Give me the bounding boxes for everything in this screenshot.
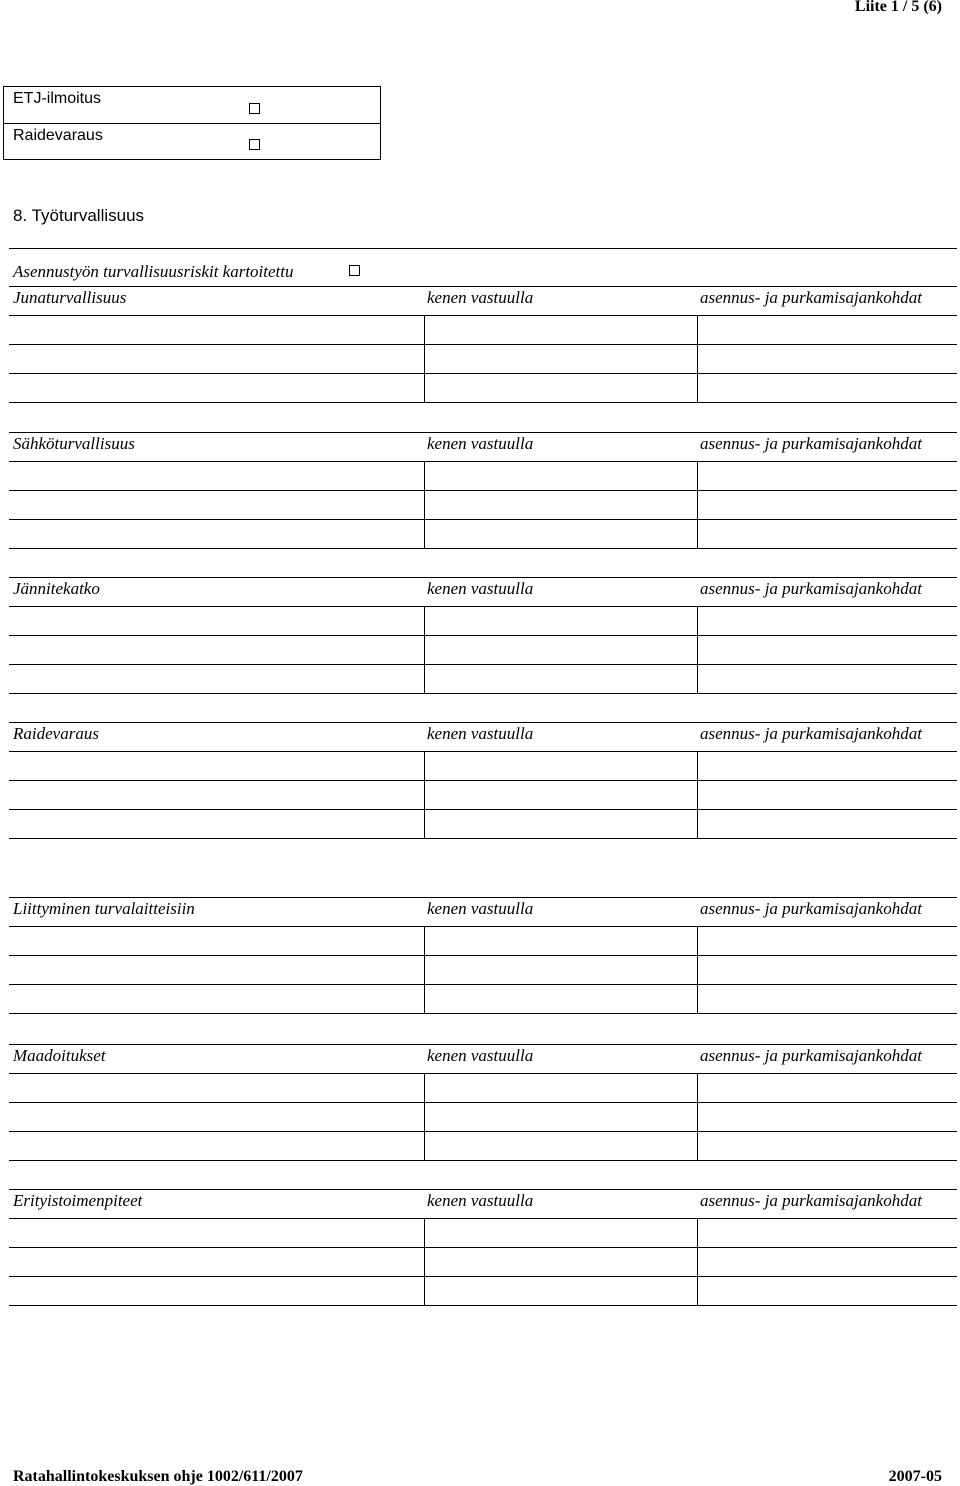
- etj-notification-row: [4, 87, 380, 124]
- responsible-column-header: kenen vastuulla: [427, 1046, 534, 1065]
- group-header-rule: [9, 897, 957, 898]
- points-entry-cell[interactable]: [697, 751, 957, 780]
- points-entry-cell[interactable]: [697, 1218, 957, 1247]
- responsible-entry-cell[interactable]: [424, 373, 697, 402]
- responsible-entry-cell[interactable]: [424, 1131, 697, 1160]
- responsible-column-header: kenen vastuulla: [427, 579, 534, 598]
- etj-notification-checkbox[interactable]: [249, 103, 260, 114]
- hazard-entry-cell[interactable]: [9, 955, 424, 984]
- points-entry-cell[interactable]: [697, 344, 957, 373]
- responsible-column-header: kenen vastuulla: [427, 1191, 534, 1210]
- points-entry-cell[interactable]: [697, 373, 957, 402]
- hazard-entry-cell[interactable]: [9, 751, 424, 780]
- table-row-line: [9, 548, 957, 549]
- table-row-line: [9, 402, 957, 403]
- responsible-entry-cell[interactable]: [424, 955, 697, 984]
- responsible-column-header: kenen vastuulla: [427, 434, 534, 453]
- points-entry-cell[interactable]: [697, 1073, 957, 1102]
- points-entry-cell[interactable]: [697, 955, 957, 984]
- responsible-column-header: kenen vastuulla: [427, 288, 534, 307]
- hazard-entry-cell[interactable]: [9, 664, 424, 693]
- responsible-column-header: kenen vastuulla: [427, 724, 534, 743]
- group-title: Maadoitukset: [13, 1046, 106, 1065]
- responsible-entry-cell[interactable]: [424, 315, 697, 344]
- responsible-entry-cell[interactable]: [424, 490, 697, 519]
- track-reservation-label: Raidevaraus: [13, 127, 103, 144]
- hazard-entry-cell[interactable]: [9, 926, 424, 955]
- table-row-line: [9, 693, 957, 694]
- hazard-entry-cell[interactable]: [9, 315, 424, 344]
- points-column-header: asennus- ja purkamisajankohdat: [700, 899, 922, 918]
- hazard-entry-cell[interactable]: [9, 1102, 424, 1131]
- responsible-entry-cell[interactable]: [424, 664, 697, 693]
- points-entry-cell[interactable]: [697, 984, 957, 1013]
- points-column-header: asennus- ja purkamisajankohdat: [700, 434, 922, 453]
- table-row-line: [9, 1013, 957, 1014]
- section-heading: 8. Työturvallisuus: [13, 206, 145, 225]
- hazard-entry-cell[interactable]: [9, 373, 424, 402]
- group-header-rule: [9, 1044, 957, 1045]
- hazard-entry-cell[interactable]: [9, 780, 424, 809]
- hazard-entry-cell[interactable]: [9, 461, 424, 490]
- responsible-entry-cell[interactable]: [424, 809, 697, 838]
- hazard-entry-cell[interactable]: [9, 635, 424, 664]
- group-title: Erityistoimenpiteet: [13, 1191, 143, 1210]
- responsible-entry-cell[interactable]: [424, 519, 697, 548]
- responsible-entry-cell[interactable]: [424, 635, 697, 664]
- risk-assessment-label: Asennustyön turvallisuusriskit kartoitettu: [13, 262, 294, 281]
- points-column-header: asennus- ja purkamisajankohdat: [700, 1046, 922, 1065]
- group-header-rule: [9, 432, 957, 433]
- group-header-rule: [9, 1189, 957, 1190]
- group-title: Junaturvallisuus: [13, 288, 127, 307]
- points-entry-cell[interactable]: [697, 1276, 957, 1305]
- group-header-rule: [9, 286, 957, 287]
- points-entry-cell[interactable]: [697, 461, 957, 490]
- points-column-header: asennus- ja purkamisajankohdat: [700, 288, 922, 307]
- hazard-entry-cell[interactable]: [9, 606, 424, 635]
- hazard-entry-cell[interactable]: [9, 344, 424, 373]
- responsible-entry-cell[interactable]: [424, 1102, 697, 1131]
- table-row-line: [9, 1160, 957, 1161]
- responsible-entry-cell[interactable]: [424, 926, 697, 955]
- points-entry-cell[interactable]: [697, 1102, 957, 1131]
- group-header-rule: [9, 722, 957, 723]
- risk-assessment-checkbox[interactable]: [349, 265, 360, 276]
- points-column-header: asennus- ja purkamisajankohdat: [700, 1191, 922, 1210]
- responsible-column-header: kenen vastuulla: [427, 899, 534, 918]
- hazard-entry-cell[interactable]: [9, 1276, 424, 1305]
- hazard-entry-cell[interactable]: [9, 1131, 424, 1160]
- points-entry-cell[interactable]: [697, 926, 957, 955]
- hazard-entry-cell[interactable]: [9, 519, 424, 548]
- group-title: Raidevaraus: [13, 724, 99, 743]
- points-entry-cell[interactable]: [697, 490, 957, 519]
- points-column-header: asennus- ja purkamisajankohdat: [700, 724, 922, 743]
- responsible-entry-cell[interactable]: [424, 606, 697, 635]
- track-reservation-row: [4, 124, 380, 160]
- points-entry-cell[interactable]: [697, 519, 957, 548]
- points-column-header: asennus- ja purkamisajankohdat: [700, 579, 922, 598]
- responsible-entry-cell[interactable]: [424, 1276, 697, 1305]
- hazard-entry-cell[interactable]: [9, 490, 424, 519]
- responsible-entry-cell[interactable]: [424, 1073, 697, 1102]
- responsible-entry-cell[interactable]: [424, 344, 697, 373]
- footer-reference: Ratahallintokeskuksen ohje 1002/611/2007: [13, 1468, 303, 1485]
- responsible-entry-cell[interactable]: [424, 1218, 697, 1247]
- group-title: Liittyminen turvalaitteisiin: [13, 899, 195, 918]
- points-entry-cell[interactable]: [697, 606, 957, 635]
- divider: [9, 248, 957, 249]
- hazard-entry-cell[interactable]: [9, 809, 424, 838]
- notification-box: [3, 86, 381, 160]
- group-title: Jännitekatko: [13, 579, 100, 598]
- points-entry-cell[interactable]: [697, 635, 957, 664]
- group-title: Sähköturvallisuus: [13, 434, 135, 453]
- hazard-entry-cell[interactable]: [9, 1218, 424, 1247]
- responsible-entry-cell[interactable]: [424, 984, 697, 1013]
- points-entry-cell[interactable]: [697, 315, 957, 344]
- etj-notification-label: ETJ-ilmoitus: [13, 90, 102, 107]
- points-entry-cell[interactable]: [697, 780, 957, 809]
- hazard-entry-cell[interactable]: [9, 1073, 424, 1102]
- hazard-entry-cell[interactable]: [9, 984, 424, 1013]
- group-header-rule: [9, 577, 957, 578]
- responsible-entry-cell[interactable]: [424, 780, 697, 809]
- table-row-line: [9, 838, 957, 839]
- footer-date: 2007-05: [888, 1468, 942, 1485]
- points-entry-cell[interactable]: [697, 1247, 957, 1276]
- points-entry-cell[interactable]: [697, 1131, 957, 1160]
- hazard-entry-cell[interactable]: [9, 1247, 424, 1276]
- table-row-line: [9, 1305, 957, 1306]
- page-number: Liite 1 / 5 (6): [854, 0, 942, 15]
- points-entry-cell[interactable]: [697, 809, 957, 838]
- responsible-entry-cell[interactable]: [424, 461, 697, 490]
- track-reservation-checkbox[interactable]: [249, 139, 260, 150]
- responsible-entry-cell[interactable]: [424, 1247, 697, 1276]
- points-entry-cell[interactable]: [697, 664, 957, 693]
- responsible-entry-cell[interactable]: [424, 751, 697, 780]
